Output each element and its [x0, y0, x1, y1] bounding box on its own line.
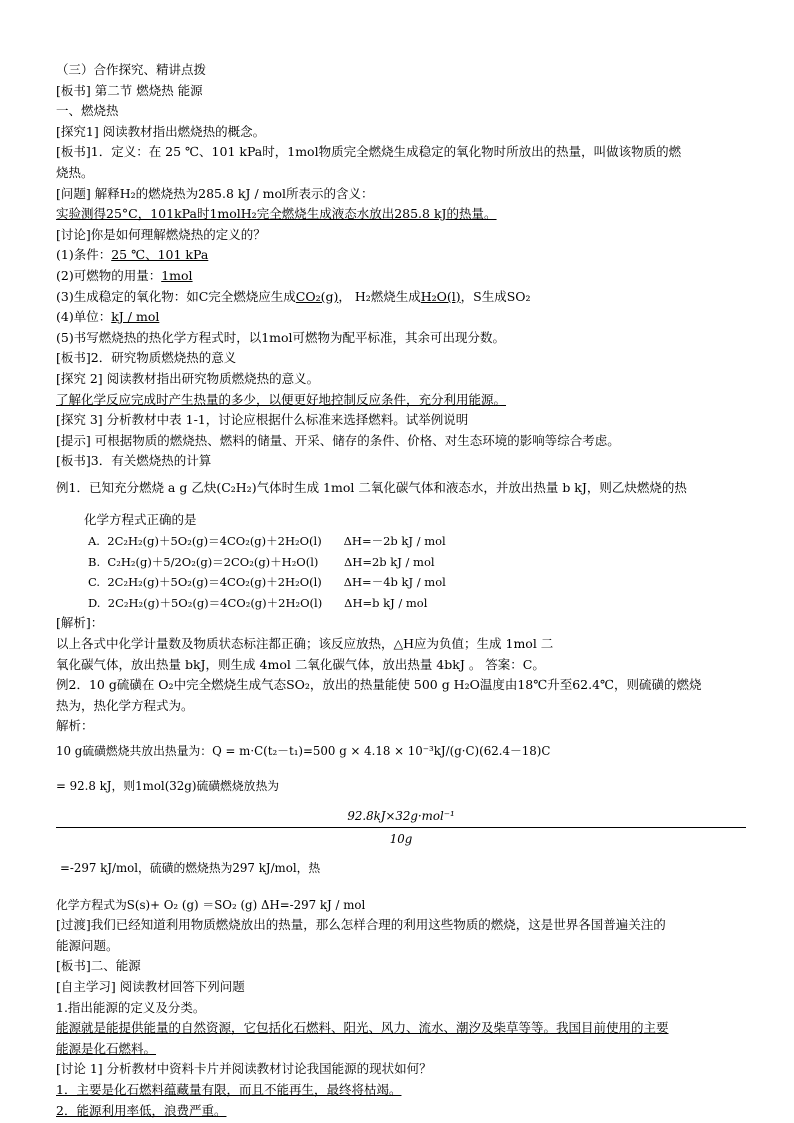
- point-stable-oxide: [56, 287, 746, 308]
- explore-1: [探究1] 阅读教材指出燃烧热的概念。: [56, 123, 266, 139]
- example-1-line-1: 例1．已知充分燃烧 a g 乙炔(C₂H₂)气体时生成 1mol 二氧化碳气体和液态水，并放出热量 b kJ，则乙炔燃烧的热: [56, 479, 687, 495]
- discussion-1: [讨论 1] 分析教材中资料卡片并阅读教材讨论我国能源的现状如何？: [56, 1061, 432, 1077]
- solution-heat-q: 10 g硫磺燃烧共放出热量为：Q = m·C(t₂－t₁)=500 g × 4.18 × 10⁻³kJ/(g·C)(62.4－18)C: [56, 744, 551, 758]
- text: 热为: [56, 697, 82, 713]
- analysis-line-2: 氧化碳气体，放出热量 bkJ，则生成 4mol 二氧化碳气体，放出热量 4bkJ 。 答案：C。: [56, 656, 545, 672]
- option-c: [56, 572, 746, 593]
- option-a: [56, 531, 746, 552]
- numerator: 92.8kJ×32g·mol⁻¹: [56, 807, 746, 828]
- label: (1)条件：: [56, 247, 112, 263]
- h2o-value: H₂O(l): [420, 288, 461, 304]
- energy-answer-line-1: 能源就是能提供能量的自然资源，它包括化石燃料、阳光、风力、流水、潮汐及柴草等等。我国目前使用的主要: [56, 1020, 669, 1036]
- energy-answer-line-2: 能源是化石燃料。: [56, 1040, 157, 1056]
- text: ，热化学方程式为: [81, 697, 182, 713]
- label: (2)可燃物的用量：: [56, 267, 162, 283]
- value: kJ / mol: [111, 309, 160, 325]
- board-significance: [板书]2．研究物质燃烧热的意义: [56, 350, 237, 366]
- example-2-line-1: 例2．10 g硫磺在 O₂中完全燃烧生成气态SO₂，放出的热量能使 500 g H₂O温度由18℃升至62.4℃，则硫磺的燃烧: [56, 677, 702, 693]
- value: 25 ℃、101 kPa: [111, 247, 209, 263]
- self-study: [自主学习] 阅读教材回答下列问题: [56, 978, 245, 994]
- point-unit: [56, 307, 746, 328]
- heading-combustion-heat: 一、燃烧热: [56, 103, 119, 119]
- text: (3)生成稳定的氧化物：如C完全燃烧应生成: [56, 288, 296, 304]
- delta-h: ΔH=2b kJ / mol: [343, 554, 435, 569]
- significance-answer: 了解化学反应完成时产生热量的多少，以便更好地控制反应条件，充分利用能源。: [56, 391, 507, 407]
- point-equation-rule: (5)书写燃烧热的热化学方程式时，以1mol可燃物为配平标准，其余可出现分数。: [56, 329, 506, 345]
- denominator: 10g: [389, 831, 413, 846]
- text: ， H₂燃烧生成: [338, 288, 421, 304]
- board-energy: [板书]二、能源: [56, 958, 141, 974]
- equation: B. C₂H₂(g)＋5/2O₂(g)＝2CO₂(g)＋H₂O(l): [88, 554, 319, 569]
- equation: D. 2C₂H₂(g)＋5O₂(g)＝4CO₂(g)＋2H₂O(l): [88, 595, 323, 610]
- option-d: [56, 593, 746, 614]
- section-heading: （三）合作探究、精讲点拨: [56, 62, 207, 77]
- equation: C. 2C₂H₂(g)＋5O₂(g)＝4CO₂(g)＋2H₂O(l): [88, 575, 322, 590]
- analysis-line-1: 以上各式中化学计量数及物质状态标注都正确；该反应放热，△H应为负值；生成 1mol 二: [56, 636, 554, 652]
- transition-line-2: 能源问题。: [56, 937, 119, 953]
- delta-h: ΔH=－2b kJ / mol: [343, 534, 446, 549]
- definition-line-2: 烧热。: [56, 164, 94, 180]
- transition-line-1: [过渡]我们已经知道利用物质燃烧放出的热量，那么怎样合理的利用这些物质的燃烧，这是世界各国普遍关注的: [56, 917, 666, 933]
- definition-line-1: [板书]1．定义：在 25 ℃、101 kPa时，1mol物质完全燃烧生成稳定的氧化物时所放出的热量，叫做该物质的燃: [56, 144, 682, 160]
- point-conditions: [56, 245, 746, 266]
- energy-status-2: 2．能源利用率低，浪费严重。: [56, 1102, 227, 1118]
- point-amount: [56, 266, 746, 287]
- text: =-297 kJ/mol，硫磺的燃烧热为297 kJ/mol，热: [60, 860, 321, 875]
- explore-3: [探究 3] 分析教材中表 1-1，讨论应根据什么标准来选择燃料。试举例说明: [56, 412, 469, 428]
- hint: [提示] 可根据物质的燃烧热、燃料的储量、开采、储存的条件、价格、对生态环境的影响等综合考虑。: [56, 432, 620, 448]
- equation: A. 2C₂H₂(g)＋5O₂(g)＝4CO₂(g)＋2H₂O(l): [88, 534, 322, 549]
- option-b: [56, 552, 746, 573]
- label: (4)单位：: [56, 309, 112, 325]
- text: ，S生成SO₂: [460, 288, 531, 304]
- thermo-equation: 化学方程式为S(s)+ O₂ (g) ＝SO₂ (g) ΔH=-297 kJ / mol: [56, 897, 366, 912]
- fraction: [56, 807, 746, 848]
- delta-h: ΔH=b kJ / mol: [344, 595, 428, 610]
- board-title: [板书] 第二节 燃烧热 能源: [56, 82, 203, 98]
- explore-2: [探究 2] 阅读教材指出研究物质燃烧热的意义。: [56, 370, 320, 386]
- text: = 92.8 kJ，则1mol(32g)硫磺燃烧放热为: [56, 778, 280, 793]
- example-1-line-2: 化学方程式正确的是: [84, 512, 197, 528]
- solution-per-mol: [56, 766, 746, 889]
- analysis-label: [解析]：: [56, 615, 104, 631]
- delta-h: ΔH=－4b kJ / mol: [343, 575, 446, 590]
- answer-h2: 实验测得25°C，101kPa时1molH₂完全燃烧生成液态水放出285.8 kJ的热量。: [56, 206, 497, 222]
- solution-label: 解析：: [56, 718, 94, 734]
- board-calculation: [板书]3．有关燃烧热的计算: [56, 453, 212, 469]
- question-h2: [问题] 解释H₂的燃烧热为285.8 kJ / mol所表示的含义：: [56, 185, 374, 201]
- question-energy-definition: 1.指出能源的定义及分类。: [56, 999, 206, 1015]
- example-2-line-2: [56, 696, 746, 717]
- co2-value: CO₂(g): [295, 288, 339, 304]
- energy-status-1: 1．主要是化石燃料蕴藏量有限，而且不能再生，最终将枯竭。: [56, 1081, 402, 1097]
- discussion-prompt: [讨论]你是如何理解燃烧热的定义的？: [56, 226, 266, 242]
- value: 1mol: [161, 267, 193, 283]
- text: 。: [181, 697, 194, 713]
- document-page: [56, 60, 746, 1121]
